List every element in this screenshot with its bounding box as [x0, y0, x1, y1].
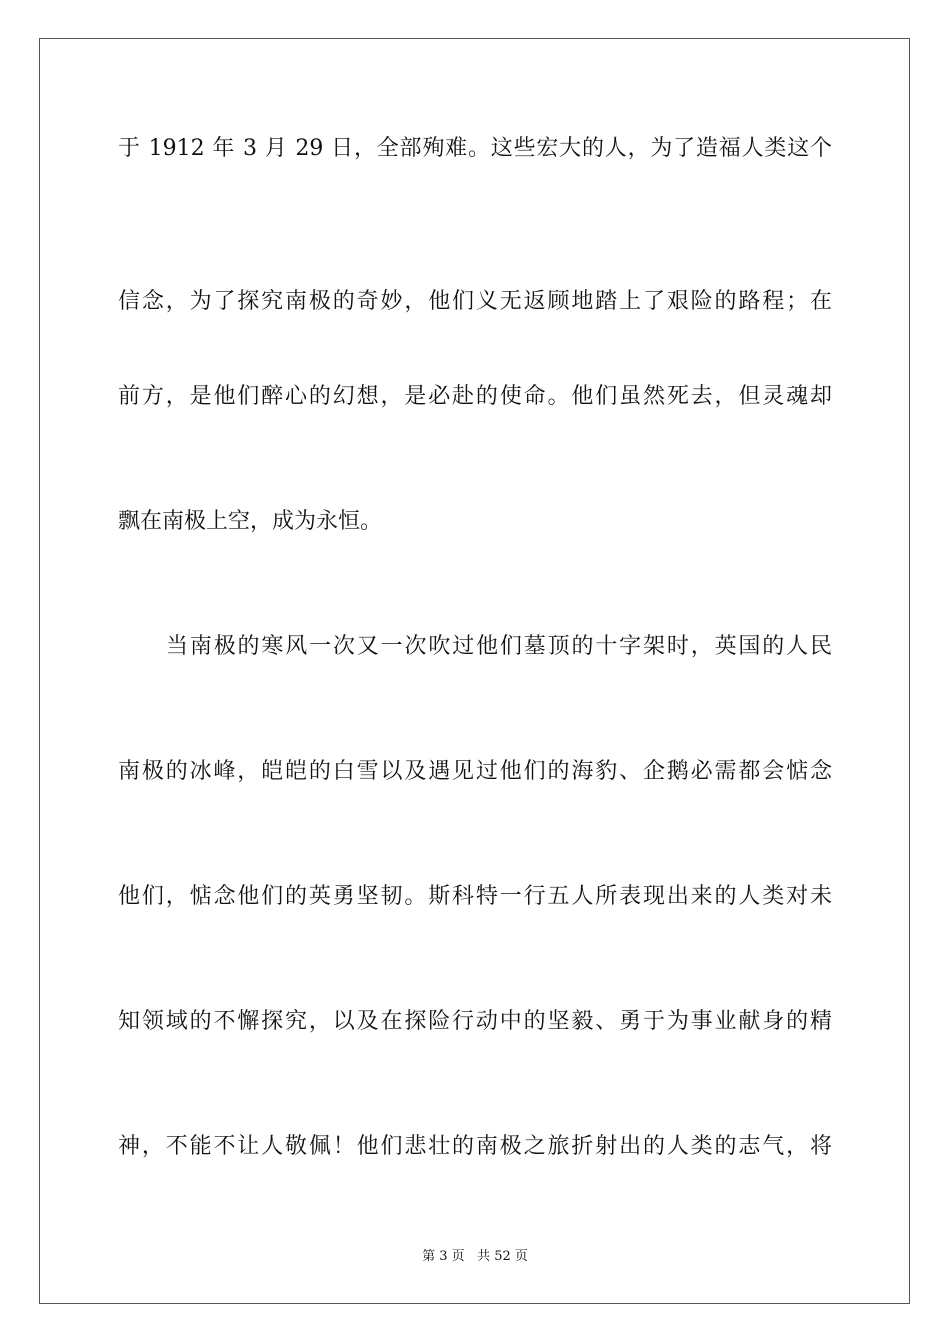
paragraph-line-4: 飘在南极上空，成为永恒。: [118, 509, 383, 534]
page-number: 第 3 页: [422, 1249, 465, 1264]
paragraph-line-9: 神，不能不让人敬佩！他们悲壮的南极之旅折射出的人类的志气，将: [118, 1134, 832, 1159]
paragraph-line-1: 于 1912 年 3 月 29 日，全部殉难。这些宏大的人，为了造福人类这个: [118, 136, 832, 161]
paragraph-line-8: 知领域的不懈探究，以及在探险行动中的坚毅、勇于为事业献身的精: [118, 1009, 832, 1034]
page-border: [39, 38, 910, 1304]
page-total: 共 52 页: [477, 1249, 528, 1264]
paragraph-line-2: 信念，为了探究南极的奇妙，他们义无返顾地踏上了艰险的路程；在: [118, 289, 832, 314]
paragraph-line-3: 前方，是他们醉心的幻想，是必赴的使命。他们虽然死去，但灵魂却: [118, 384, 832, 409]
page-footer: [0, 1248, 950, 1266]
paragraph-line-5: 当南极的寒风一次又一次吹过他们墓顶的十字架时，英国的人民: [166, 634, 832, 659]
paragraph-line-7: 他们，惦念他们的英勇坚韧。斯科特一行五人所表现出来的人类对未: [118, 884, 832, 909]
paragraph-line-6: 南极的冰峰，皑皑的白雪以及遇见过他们的海豹、企鹅必需都会惦念: [118, 759, 832, 784]
